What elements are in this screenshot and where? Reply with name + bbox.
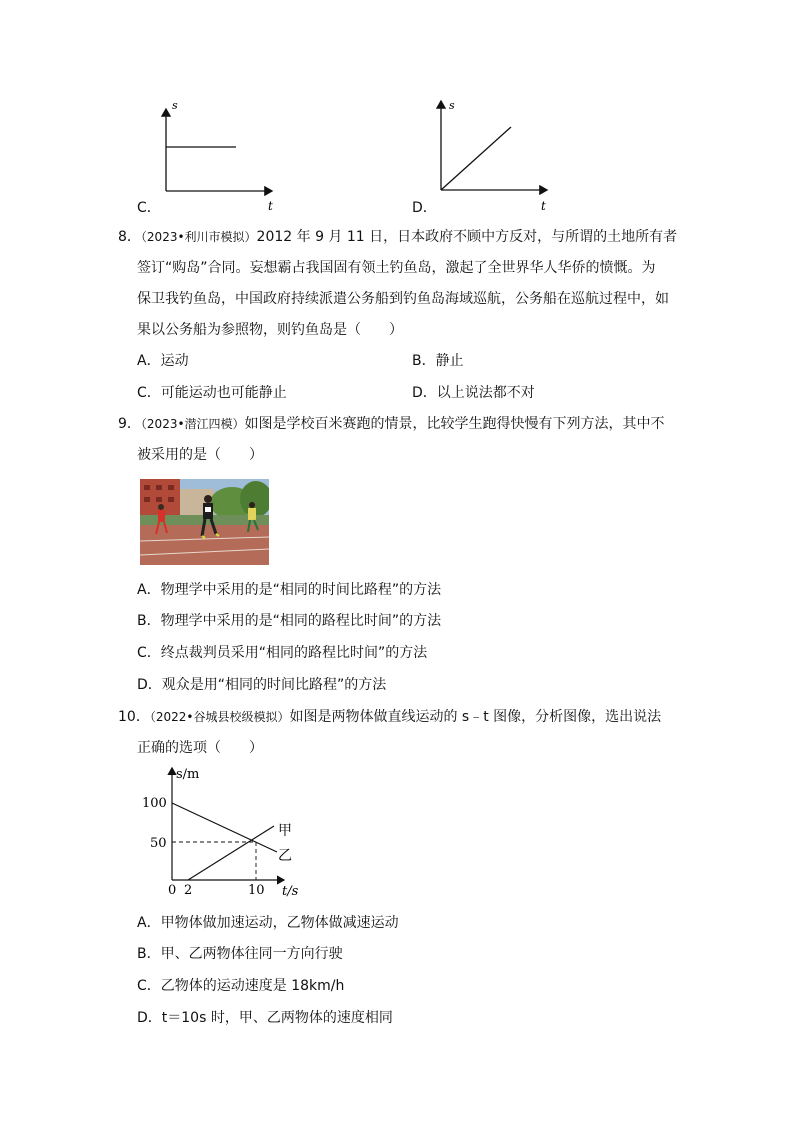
y-tick-100: 100 (142, 796, 167, 811)
q10-source: （2022•谷城县校级模拟） (149, 710, 290, 724)
q10-line2: 正确的选项（ ） (137, 740, 263, 756)
s-axis-label: s (449, 99, 455, 112)
y-axis-label: s/m (176, 767, 200, 782)
t-axis-label: t (541, 199, 546, 213)
q8-option-a[interactable]: A．运动 (137, 353, 189, 369)
graph-option-c (140, 95, 290, 220)
q8-line2: 签订“购岛”合同。妄想霸占我国固有领土钓鱼岛，激起了全世界华人华侨的愤慨。为 (137, 260, 656, 276)
x-axis-label: t/s (282, 884, 299, 899)
series-jia-line (188, 826, 274, 880)
q8-text-1: 2012 年 9 月 11 日，日本政府不顾中方反对，与所谓的土地所有者 (256, 229, 678, 245)
diagonal-line (441, 127, 511, 190)
series-jia-label: 甲 (278, 823, 292, 839)
t-axis-label: t (268, 199, 273, 213)
option-d-label: D． (412, 200, 437, 216)
s-axis-label: s (172, 99, 178, 112)
q8-line1 (118, 228, 677, 246)
q8-option-b[interactable]: B．静止 (412, 353, 464, 369)
q9-option-b[interactable]: B．物理学中采用的是“相同的路程比时间”的方法 (137, 613, 442, 629)
q10-number: 10． (118, 709, 150, 725)
st-graph (136, 762, 316, 902)
q9-source: （2023•潜江四模） (140, 417, 245, 431)
race-photo (140, 479, 269, 565)
option-c-label: C． (137, 200, 161, 216)
q9-number: 9． (118, 416, 141, 432)
q8-number: 8． (118, 229, 141, 245)
x-tick-0: 0 (168, 883, 177, 898)
q9-option-a[interactable]: A．物理学中采用的是“相同的时间比路程”的方法 (137, 582, 442, 598)
series-yi-line (172, 803, 277, 852)
q10-option-d[interactable]: D．t＝10s 时，甲、乙两物体的速度相同 (137, 1010, 393, 1026)
q8-option-c[interactable]: C．可能运动也可能静止 (137, 385, 287, 401)
q10-option-b[interactable]: B．甲、乙两物体往同一方向行驶 (137, 946, 343, 962)
x-tick-2: 2 (184, 883, 193, 898)
q10-option-a[interactable]: A．甲物体做加速运动，乙物体做减速运动 (137, 915, 399, 931)
q8-line3: 保卫我钓鱼岛，中国政府持续派遣公务船到钓鱼岛海域巡航，公务船在巡航过程中，如 (137, 291, 669, 307)
q10-option-c[interactable]: C．乙物体的运动速度是 18km/h (137, 978, 345, 994)
graph-option-d (415, 95, 565, 220)
q9-line2: 被采用的是（ ） (137, 447, 263, 463)
q9-option-c[interactable]: C．终点裁判员采用“相同的路程比时间”的方法 (137, 645, 428, 661)
q10-line1 (118, 708, 661, 726)
x-tick-10: 10 (248, 883, 265, 898)
q9-option-d[interactable]: D．观众是用“相同的时间比路程”的方法 (137, 677, 387, 693)
y-tick-50: 50 (150, 836, 167, 851)
q10-text-1: 如图是两物体做直线运动的 s﹣t 图像，分析图像，选出说法 (289, 709, 662, 725)
q9-text-1: 如图是学校百米赛跑的情景，比较学生跑得快慢有下列方法，其中不 (244, 416, 665, 432)
q9-line1 (118, 415, 665, 433)
series-yi-label: 乙 (278, 848, 292, 864)
q8-line4: 果以公务船为参照物，则钓鱼岛是（ ） (137, 322, 403, 338)
q8-option-d[interactable]: D．以上说法都不对 (412, 385, 535, 401)
q8-source: （2023•利川市模拟） (140, 230, 257, 244)
